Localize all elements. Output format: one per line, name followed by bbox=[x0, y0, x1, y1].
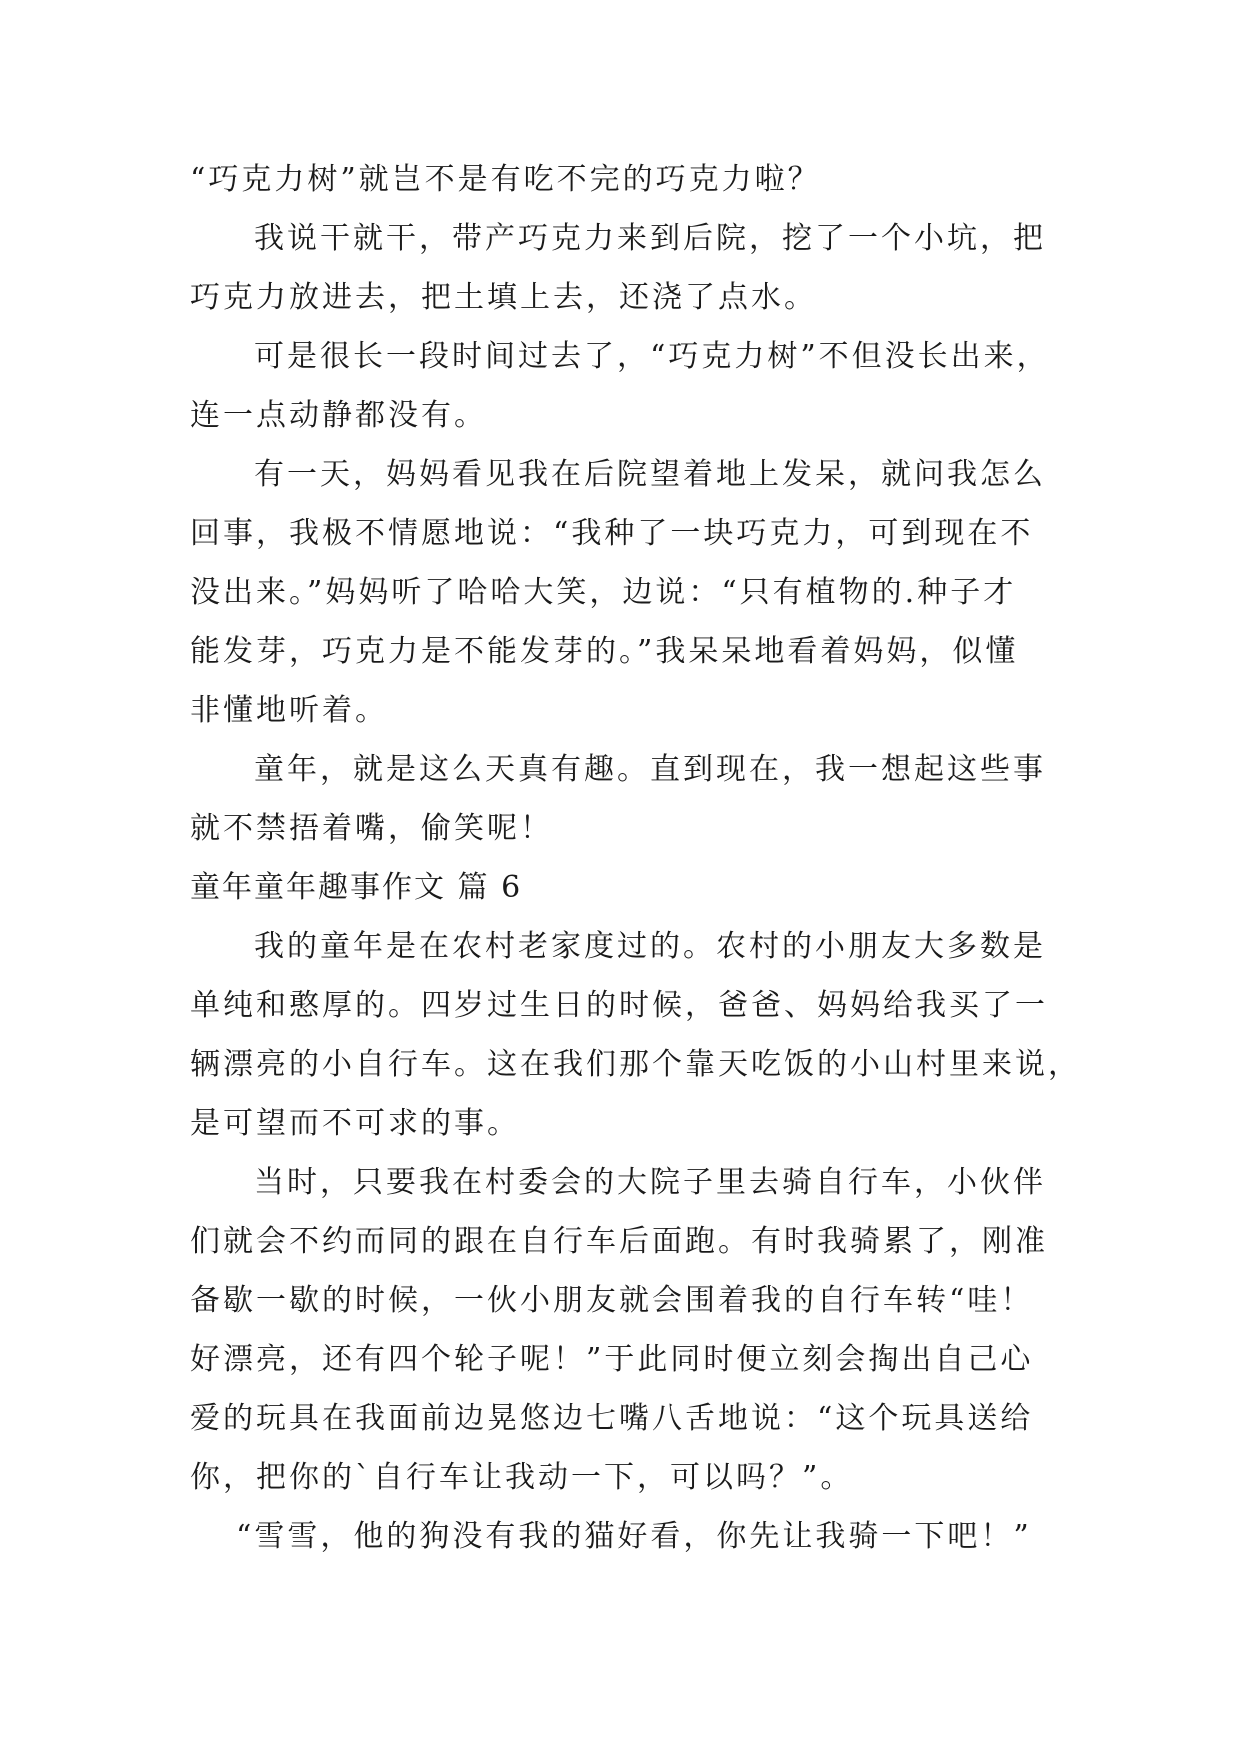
paragraph-start-line: 我说干就干，带产巧克力来到后院，挖了一个小坑，把 bbox=[254, 221, 1046, 256]
text-line: 就不禁捂着嘴，偷笑呢！ bbox=[190, 811, 553, 846]
text-line: 好漂亮，还有四个轮子呢！”于此同时便立刻会掏出自己心 bbox=[190, 1342, 1034, 1377]
paragraph-start-line: 童年，就是这么天真有趣。直到现在，我一想起这些事 bbox=[254, 752, 1046, 787]
text-line: 非懂地听着。 bbox=[190, 693, 388, 728]
text-line: 巧克力放进去，把土填上去，还浇了点水。 bbox=[190, 280, 817, 315]
section-heading: 童年童年趣事作文 篇 6 bbox=[190, 870, 523, 905]
text-line: “巧克力树”就岂不是有吃不完的巧克力啦？ bbox=[190, 162, 821, 197]
text-line: 你，把你的`自行车让我动一下，可以吗？”。 bbox=[190, 1460, 854, 1495]
text-line: 连一点动静都没有。 bbox=[190, 398, 487, 433]
document-page bbox=[190, 150, 1081, 1566]
text-line: 是可望而不可求的事。 bbox=[190, 1106, 520, 1141]
text-line: 备歇一歇的时候，一伙小朋友就会围着我的自行车转“哇！ bbox=[190, 1283, 1034, 1318]
text-line: 回事，我极不情愿地说：“我种了一块巧克力，可到现在不 bbox=[190, 516, 1034, 551]
paragraph-start-line: “雪雪，他的狗没有我的猫好看，你先让我骑一下吧！” bbox=[236, 1519, 1032, 1554]
paragraph-start-line: 有一天，妈妈看见我在后院望着地上发呆，就问我怎么 bbox=[254, 457, 1046, 492]
text-line: 单纯和憨厚的。四岁过生日的时候，爸爸、妈妈给我买了一 bbox=[190, 988, 1048, 1023]
text-line: 辆漂亮的小自行车。这在我们那个靠天吃饭的小山村里来说， bbox=[190, 1047, 1081, 1082]
text-line: 爱的玩具在我面前边晃悠边七嘴八舌地说：“这个玩具送给 bbox=[190, 1401, 1034, 1436]
paragraph-start-line: 当时，只要我在村委会的大院子里去骑自行车，小伙伴 bbox=[254, 1165, 1046, 1200]
paragraph-start-line: 我的童年是在农村老家度过的。农村的小朋友大多数是 bbox=[254, 929, 1046, 964]
text-line: 能发芽，巧克力是不能发芽的。”我呆呆地看着妈妈，似懂 bbox=[190, 634, 1019, 669]
text-line: 没出来。”妈妈听了哈哈大笑，边说：“只有植物的.种子才 bbox=[190, 575, 1017, 610]
paragraph-start-line: 可是很长一段时间过去了，“巧克力树”不但没长出来， bbox=[254, 339, 1050, 374]
text-line: 们就会不约而同的跟在自行车后面跑。有时我骑累了，刚准 bbox=[190, 1224, 1048, 1259]
